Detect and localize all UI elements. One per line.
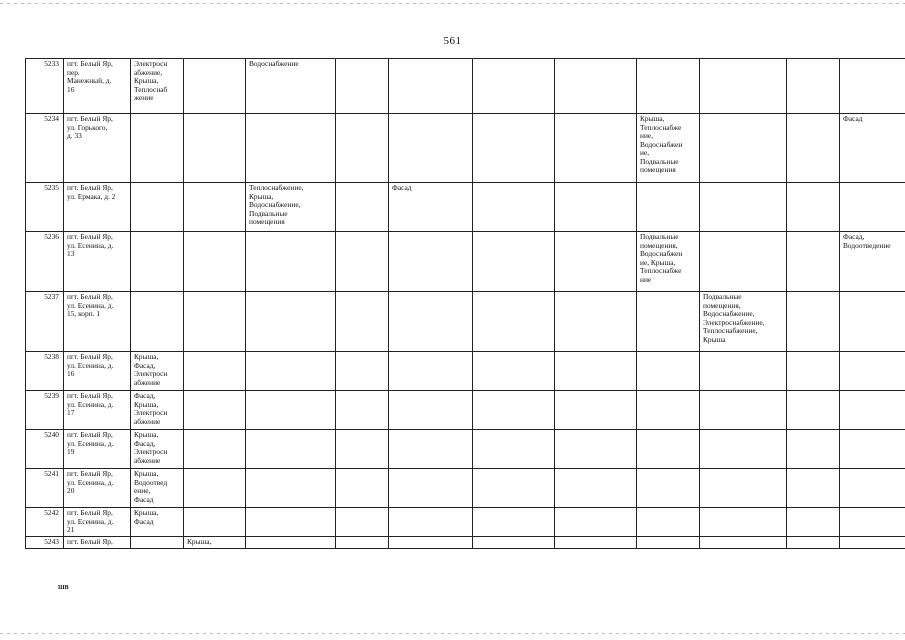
- work-type-cell: [246, 391, 336, 430]
- row-number-cell: 5239: [26, 391, 64, 430]
- work-type-cell: [637, 430, 700, 469]
- work-type-cell: Фасад, Водоотведение: [840, 232, 905, 292]
- work-type-cell: [700, 114, 787, 183]
- row-number-cell: 5235: [26, 183, 64, 232]
- work-type-cell: [389, 537, 473, 549]
- table-row: [26, 352, 905, 391]
- work-type-cell: [840, 292, 905, 352]
- work-type-cell: [131, 292, 184, 352]
- address-cell: пгт. Белый Яр, ул. Ермака, д. 2: [64, 183, 131, 232]
- work-type-cell: [787, 114, 840, 183]
- work-type-cell: [389, 352, 473, 391]
- work-type-cell: [184, 232, 246, 292]
- work-type-cell: [555, 352, 637, 391]
- work-type-cell: [473, 114, 555, 183]
- work-type-cell: [787, 292, 840, 352]
- work-type-cell: Крыша,: [184, 537, 246, 549]
- row-number-cell: 5237: [26, 292, 64, 352]
- work-type-cell: [700, 508, 787, 537]
- work-type-cell: [246, 114, 336, 183]
- work-type-cell: [336, 352, 389, 391]
- work-type-cell: [473, 352, 555, 391]
- work-type-cell: [700, 232, 787, 292]
- work-type-cell: [336, 59, 389, 114]
- work-type-cell: [336, 391, 389, 430]
- work-type-cell: [473, 508, 555, 537]
- work-type-cell: [473, 232, 555, 292]
- work-type-cell: [787, 352, 840, 391]
- work-type-cell: [184, 292, 246, 352]
- work-type-cell: [700, 391, 787, 430]
- table-row: [26, 183, 905, 232]
- work-type-cell: [184, 430, 246, 469]
- work-type-cell: [700, 352, 787, 391]
- work-type-cell: [840, 391, 905, 430]
- work-type-cell: Подвальные помещения, Водоснабжен ие, Крыша, Теплоснабже ние: [637, 232, 700, 292]
- work-type-cell: [246, 508, 336, 537]
- row-number-cell: 5240: [26, 430, 64, 469]
- work-type-cell: [787, 508, 840, 537]
- work-type-cell: Водоснабжение: [246, 59, 336, 114]
- work-type-cell: [840, 469, 905, 508]
- work-type-cell: [131, 114, 184, 183]
- footer-mark: ШВ: [58, 585, 69, 591]
- work-type-cell: [336, 232, 389, 292]
- work-type-cell: [637, 183, 700, 232]
- work-type-cell: [637, 352, 700, 391]
- page-number: 561: [443, 35, 462, 47]
- work-type-cell: [389, 391, 473, 430]
- register-table: [25, 58, 905, 549]
- work-type-cell: [336, 183, 389, 232]
- address-cell: пгт. Белый Яр, ул. Есенина, д. 17: [64, 391, 131, 430]
- work-type-cell: Теплоснабжение, Крыша, Водоснабжение, Подвальные помещения: [246, 183, 336, 232]
- work-type-cell: Подвальные помещения, Водоснабжение, Электроснабжение, Теплоснабжение, Крыша: [700, 292, 787, 352]
- scan-artifact-bottom: [0, 633, 905, 634]
- work-type-cell: [700, 469, 787, 508]
- work-type-cell: [246, 537, 336, 549]
- work-type-cell: [840, 430, 905, 469]
- address-cell: пгт. Белый Яр, ул. Горького, д. 33: [64, 114, 131, 183]
- work-type-cell: [184, 352, 246, 391]
- work-type-cell: [787, 183, 840, 232]
- address-cell: пгт. Белый Яр, ул. Есенина, д. 19: [64, 430, 131, 469]
- table-row: [26, 391, 905, 430]
- work-type-cell: [840, 537, 905, 549]
- work-type-cell: [336, 114, 389, 183]
- work-type-cell: [637, 469, 700, 508]
- work-type-cell: [555, 183, 637, 232]
- work-type-cell: [555, 59, 637, 114]
- work-type-cell: [473, 183, 555, 232]
- work-type-cell: [336, 537, 389, 549]
- work-type-cell: [840, 508, 905, 537]
- work-type-cell: [389, 469, 473, 508]
- work-type-cell: Электросн абжение, Крыша, Теплоснаб жение: [131, 59, 184, 114]
- work-type-cell: [637, 391, 700, 430]
- row-number-cell: 5243: [26, 537, 64, 549]
- work-type-cell: [246, 292, 336, 352]
- work-type-cell: [555, 508, 637, 537]
- work-type-cell: [840, 352, 905, 391]
- work-type-cell: [473, 391, 555, 430]
- work-type-cell: [555, 430, 637, 469]
- work-type-cell: [336, 508, 389, 537]
- work-type-cell: [184, 114, 246, 183]
- work-type-cell: [389, 59, 473, 114]
- work-type-cell: Крыша, Фасад, Электросн абжение: [131, 352, 184, 391]
- work-type-cell: [787, 537, 840, 549]
- work-type-cell: Фасад, Крыша, Электросн абжение: [131, 391, 184, 430]
- work-type-cell: [389, 114, 473, 183]
- address-cell: пгт. Белый Яр, ул. Есенина, д. 16: [64, 352, 131, 391]
- work-type-cell: [555, 537, 637, 549]
- work-type-cell: Крыша, Фасад: [131, 508, 184, 537]
- table-row: [26, 469, 905, 508]
- table-row: [26, 430, 905, 469]
- work-type-cell: [246, 430, 336, 469]
- work-type-cell: [637, 59, 700, 114]
- work-type-cell: [473, 537, 555, 549]
- row-number-cell: 5236: [26, 232, 64, 292]
- table-row: [26, 292, 905, 352]
- work-type-cell: Фасад: [389, 183, 473, 232]
- work-type-cell: [131, 232, 184, 292]
- work-type-cell: [336, 292, 389, 352]
- address-cell: пгт. Белый Яр,: [64, 537, 131, 549]
- work-type-cell: [246, 352, 336, 391]
- work-type-cell: [184, 391, 246, 430]
- work-type-cell: [473, 469, 555, 508]
- work-type-cell: [473, 430, 555, 469]
- work-type-cell: [473, 292, 555, 352]
- work-type-cell: [840, 59, 905, 114]
- row-number-cell: 5234: [26, 114, 64, 183]
- work-type-cell: [336, 430, 389, 469]
- work-type-cell: [700, 183, 787, 232]
- table-row: [26, 114, 905, 183]
- work-type-cell: [555, 469, 637, 508]
- work-type-cell: [787, 469, 840, 508]
- work-type-cell: [336, 469, 389, 508]
- work-type-cell: [555, 232, 637, 292]
- address-cell: пгт. Белый Яр, ул. Есенина, д. 21: [64, 508, 131, 537]
- work-type-cell: [787, 59, 840, 114]
- work-type-cell: [787, 232, 840, 292]
- work-type-cell: [700, 59, 787, 114]
- work-type-cell: [473, 59, 555, 114]
- work-type-cell: [184, 508, 246, 537]
- work-type-cell: [389, 232, 473, 292]
- work-type-cell: [787, 391, 840, 430]
- work-type-cell: [389, 292, 473, 352]
- address-cell: пгт. Белый Яр, ул. Есенина, д. 13: [64, 232, 131, 292]
- table-row: [26, 537, 905, 549]
- work-type-cell: [246, 232, 336, 292]
- work-type-cell: [700, 430, 787, 469]
- address-cell: пгт. Белый Яр, пер. Манежный, д. 16: [64, 59, 131, 114]
- work-type-cell: Крыша, Фасад, Электросн абжение: [131, 430, 184, 469]
- work-type-cell: [700, 537, 787, 549]
- work-type-cell: [555, 391, 637, 430]
- row-number-cell: 5241: [26, 469, 64, 508]
- address-cell: пгт. Белый Яр, ул. Есенина, д. 15, корп. 1: [64, 292, 131, 352]
- row-number-cell: 5233: [26, 59, 64, 114]
- row-number-cell: 5242: [26, 508, 64, 537]
- work-type-cell: [184, 183, 246, 232]
- work-type-cell: Крыша, Теплоснабже ние, Водоснабжен ие, Подвальные помещения: [637, 114, 700, 183]
- work-type-cell: [555, 114, 637, 183]
- work-type-cell: [840, 183, 905, 232]
- work-type-cell: [131, 183, 184, 232]
- work-type-cell: [637, 292, 700, 352]
- work-type-cell: [131, 537, 184, 549]
- table-row: [26, 59, 905, 114]
- table-row: [26, 508, 905, 537]
- work-type-cell: [389, 508, 473, 537]
- work-type-cell: [637, 537, 700, 549]
- work-type-cell: [637, 508, 700, 537]
- work-type-cell: Крыша, Водоотвед ение, Фасад: [131, 469, 184, 508]
- work-type-cell: [555, 292, 637, 352]
- row-number-cell: 5238: [26, 352, 64, 391]
- work-type-cell: Фасад: [840, 114, 905, 183]
- work-type-cell: [184, 59, 246, 114]
- work-type-cell: [184, 469, 246, 508]
- work-type-cell: [787, 430, 840, 469]
- address-cell: пгт. Белый Яр, ул. Есенина, д. 20: [64, 469, 131, 508]
- scan-artifact-top: [0, 3, 905, 4]
- work-type-cell: [246, 469, 336, 508]
- work-type-cell: [389, 430, 473, 469]
- table-row: [26, 232, 905, 292]
